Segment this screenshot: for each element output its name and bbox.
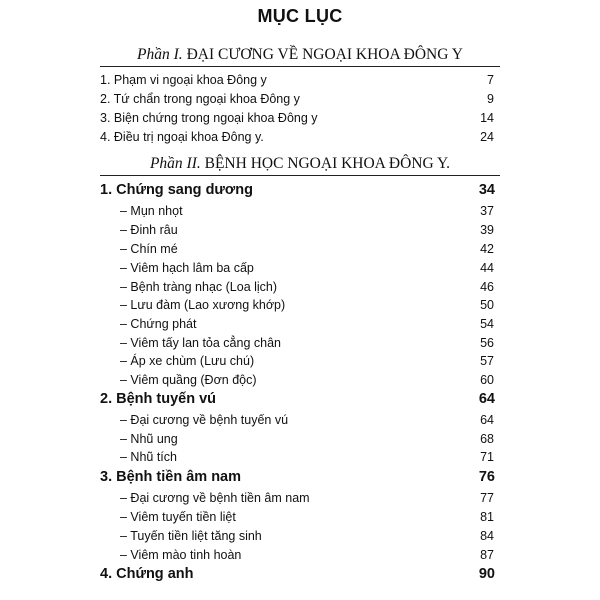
page-title: MỤC LỤC <box>257 6 343 26</box>
toc-entry-page: 56 <box>480 336 494 350</box>
part-1-divider <box>100 66 500 67</box>
toc-entry-label: 1. Phạm vi ngoại khoa Đông y <box>100 73 267 87</box>
toc-entry-page: 44 <box>480 261 494 275</box>
toc-entry-page: 42 <box>480 242 494 256</box>
toc-entry-page: 87 <box>480 548 494 562</box>
toc-entry-page: 39 <box>480 223 494 237</box>
part-1-prefix: Phần I. <box>137 46 183 63</box>
toc-chapter-page: 34 <box>478 182 495 198</box>
toc-entry[interactable] <box>0 335 600 353</box>
toc-entry-page: 24 <box>480 130 494 144</box>
toc-entry[interactable] <box>0 509 600 527</box>
toc-chapter[interactable] <box>0 182 600 200</box>
toc-entry[interactable] <box>0 431 600 449</box>
toc-entry[interactable] <box>0 203 600 221</box>
toc-entry-label: – Viêm hạch lâm ba cấp <box>120 261 254 275</box>
toc-entry[interactable] <box>0 490 600 508</box>
toc-entry-label: – Áp xe chùm (Lưu chú) <box>120 354 255 368</box>
part-2-prefix: Phần II. <box>149 155 201 172</box>
part-2-title: BỆNH HỌC NGOẠI KHOA ĐÔNG Y. <box>204 155 451 172</box>
toc-entry-label: – Tuyến tiền liệt tăng sinh <box>120 529 262 543</box>
part-1-title: ĐẠI CƯƠNG VỀ NGOẠI KHOA ĐÔNG Y <box>186 46 463 63</box>
toc-entry-label: – Bệnh tràng nhạc (Loa lịch) <box>120 280 278 294</box>
toc-entry-label: – Viêm tuyến tiền liệt <box>120 510 236 524</box>
toc-chapter[interactable] <box>0 391 600 409</box>
toc-entry[interactable] <box>0 260 600 278</box>
toc-entry-label: – Mụn nhọt <box>120 204 183 218</box>
toc-entry-page: 54 <box>480 317 494 331</box>
toc-entry-page: 64 <box>480 413 494 427</box>
toc-entry-page: 71 <box>480 450 494 464</box>
toc-chapter-label: 4. Chứng anh <box>100 566 194 582</box>
toc-entry[interactable] <box>0 222 600 240</box>
toc-entry-label: – Đinh râu <box>120 223 178 237</box>
toc-entry-page: 9 <box>487 92 494 106</box>
toc-entry-label: – Lưu đàm (Lao xương khớp) <box>120 298 286 312</box>
toc-entry-page: 68 <box>480 432 494 446</box>
toc-entry[interactable] <box>0 547 600 565</box>
toc-entry-label: 2. Tứ chẩn trong ngoại khoa Đông y <box>100 92 300 106</box>
part-2-divider <box>100 175 500 176</box>
part-2-heading <box>0 155 600 173</box>
toc-chapter-page: 76 <box>478 469 495 485</box>
toc-entry[interactable] <box>0 412 600 430</box>
toc-entry-label: – Nhũ tích <box>120 450 177 464</box>
toc-entry-page: 14 <box>480 111 494 125</box>
toc-entry-label: – Đại cương về bệnh tiền âm nam <box>120 491 310 505</box>
toc-entry-label: – Chín mé <box>120 242 178 256</box>
toc-entry[interactable] <box>0 297 600 315</box>
toc-entry[interactable] <box>0 129 600 147</box>
toc-entry-label: – Viêm tấy lan tỏa cẳng chân <box>120 336 281 350</box>
toc-entry-page: 57 <box>480 354 494 368</box>
toc-entry[interactable] <box>0 241 600 259</box>
toc-entry-label: – Viêm quầng (Đơn độc) <box>120 373 257 387</box>
toc-chapter-label: 1. Chứng sang dương <box>100 182 253 198</box>
toc-chapter-page: 90 <box>478 566 495 582</box>
toc-entry[interactable] <box>0 353 600 371</box>
toc-entry[interactable] <box>0 316 600 334</box>
toc-entry-page: 7 <box>487 73 494 87</box>
toc-chapter-label: 2. Bệnh tuyến vú <box>100 391 217 407</box>
toc-entry-page: 60 <box>480 373 494 387</box>
toc-entry[interactable] <box>0 372 600 390</box>
toc-entry-label: 3. Biện chứng trong ngoại khoa Đông y <box>100 111 318 125</box>
toc-entry-label: – Viêm mào tinh hoàn <box>120 548 242 562</box>
toc-entry-page: 77 <box>480 491 494 505</box>
toc-chapter[interactable] <box>0 469 600 487</box>
toc-entry[interactable] <box>0 449 600 467</box>
toc-chapter-label: 3. Bệnh tiền âm nam <box>100 469 242 485</box>
toc-entry[interactable] <box>0 279 600 297</box>
toc-entry[interactable] <box>0 528 600 546</box>
toc-entry-page: 50 <box>480 298 494 312</box>
toc-entry-label: – Đại cương về bệnh tuyến vú <box>120 413 289 427</box>
toc-entry[interactable] <box>0 91 600 109</box>
toc-entry-page: 84 <box>480 529 494 543</box>
toc-entry-page: 46 <box>480 280 494 294</box>
toc-entry-page: 37 <box>480 204 494 218</box>
toc-chapter[interactable] <box>0 566 600 584</box>
toc-entry[interactable] <box>0 72 600 90</box>
toc-entry[interactable] <box>0 110 600 128</box>
toc-chapter-page: 64 <box>478 391 495 407</box>
toc-entry-page: 81 <box>480 510 494 524</box>
part-1-heading <box>0 46 600 64</box>
toc-entry-label: – Chứng phát <box>120 317 197 331</box>
toc-entry-label: 4. Điều trị ngoại khoa Đông y. <box>100 130 264 144</box>
toc-entry-label: – Nhũ ung <box>120 432 178 446</box>
